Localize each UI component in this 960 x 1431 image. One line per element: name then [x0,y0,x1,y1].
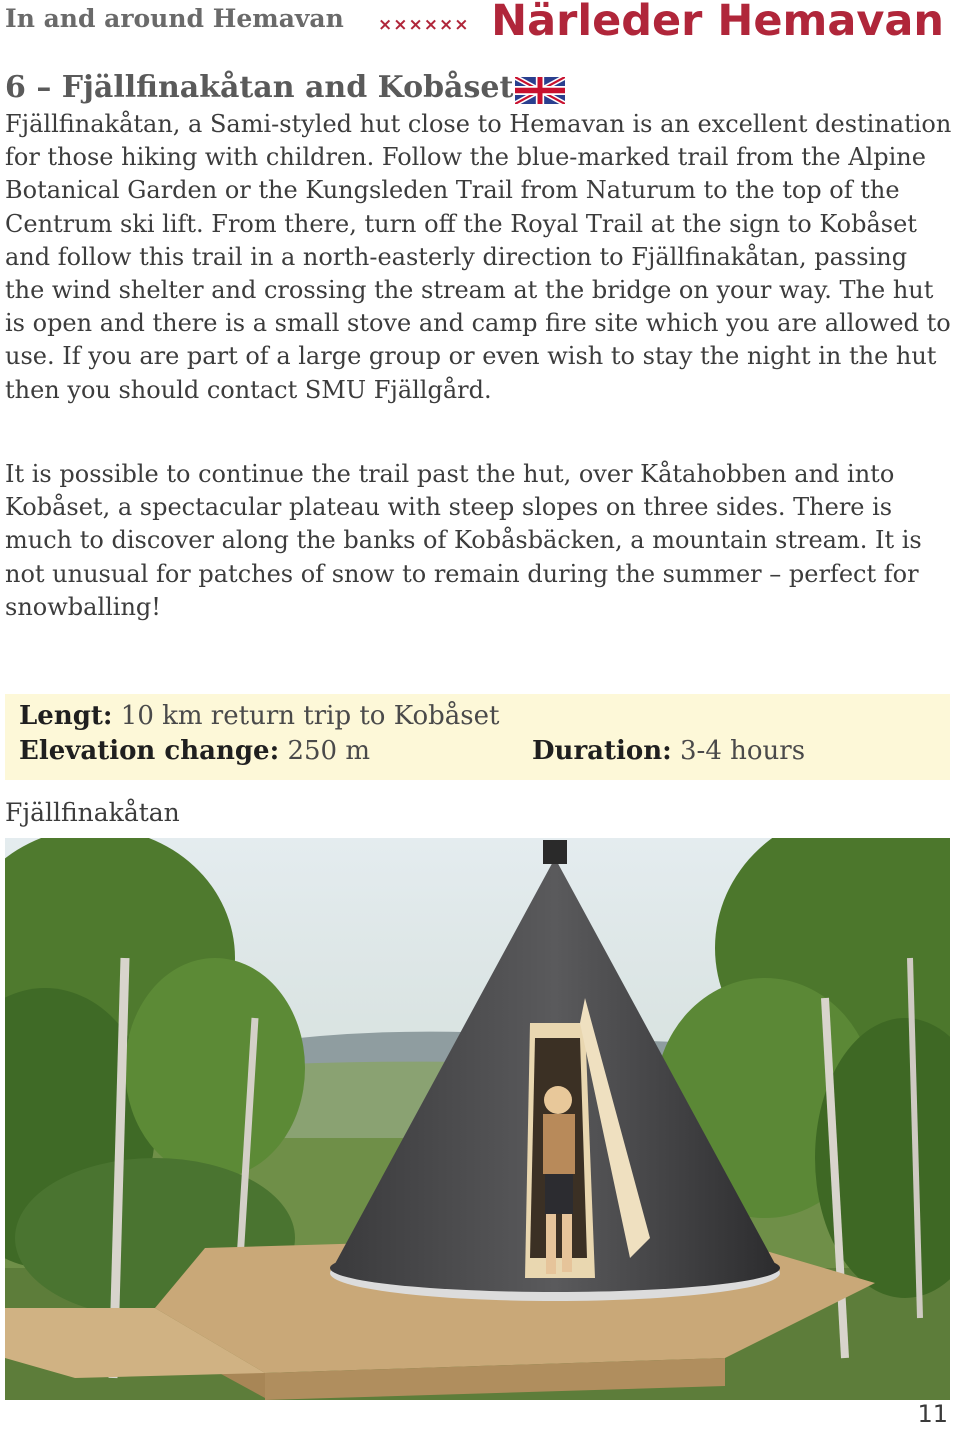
trail-length-label: Lengt: [19,701,113,731]
duration-value: 3-4 hours [680,736,806,766]
photo-caption: Fjällfinakåtan [5,798,180,827]
header-decoration: ×××××× [378,15,470,35]
header-section-label: In and around Hemavan [5,4,344,33]
body-paragraph-1: Fjällfinakåtan, a Sami-styled hut close to Hemavan is an excellent destination for those hiking with children. Follow the blue-marked trail from the Alpine Botanical Garden or the Kungsleden Trail from Naturum to the top of the Centrum ski lift. From there, turn off the Royal Trail at the sign to Kobåset and follow this trail in a north-easterly direction to Fjällfinakåtan, passing the wind shelter and crossing the stream at the bridge on your way. The hut is open and there is a small stove and camp fire site which you are allowed to use. If you are part of a large group or even wish to stay the night in the hut then you should contact SMU Fjällgård. [5,110,952,404]
page-header [0,0,960,48]
trail-length-value: 10 km return trip to Kobåset [120,701,500,731]
section-title: 6 – Fjällfinakåtan and Kobåset [5,70,514,105]
header-title: Närleder Hemavan [491,0,944,46]
duration-label: Duration: [532,736,672,766]
trail-info-box [5,694,950,780]
elevation-label: Elevation change: [19,736,280,766]
trail-duration [532,736,805,766]
page-number: 11 [917,1400,948,1428]
trail-length [19,701,499,731]
uk-flag-icon [515,77,565,104]
body-paragraph-2: It is possible to continue the trail past the hut, over Kåtahobben and into Kobåset, a spectacular plateau with steep slopes on three sides. There is much to discover along the banks of Kobåsbäcken, a mountain stream. It is not unusual for patches of snow to remain during the summer – perfect for snowballing! [5,460,922,621]
hut-photo [5,838,950,1400]
elevation-change [19,736,370,766]
elevation-value: 250 m [287,736,370,766]
